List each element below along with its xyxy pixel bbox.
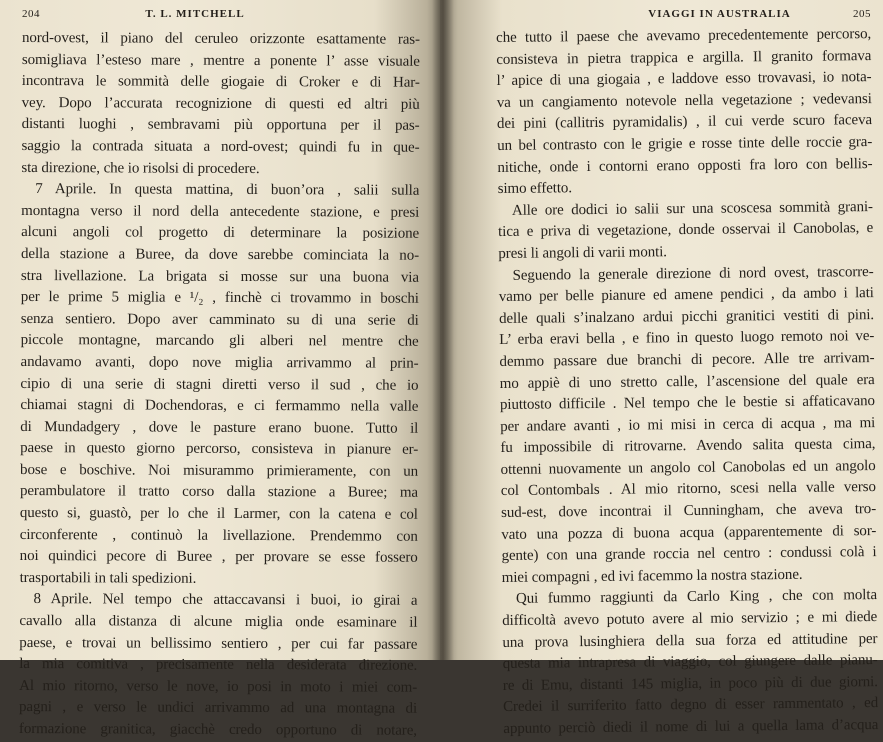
text-line: Qui fummo raggiunti da Carlo King , che con molta <box>515 587 878 608</box>
text-line: stra livellazione. La brigata si mosse sur una buona via <box>20 267 419 286</box>
text-line: Al mio ritorno, verso le nove, io posi in moto i miei com- <box>19 677 418 696</box>
text-line: gente) con una grande roccia nel centro : condussi colà i <box>501 544 877 565</box>
text-line: vey. Dopo l’accurata recognizione di questi ed altri più <box>21 94 420 113</box>
text-line: paese in questo giorno percorso, consisteva in pianure er- <box>20 440 419 459</box>
text-line: paese, e trovai un bellissimo sentiero , per cui far passare <box>19 634 418 653</box>
right-running-head <box>496 8 871 26</box>
text-line: vamo per belle pianure ed amene pendici , da ambo i lati <box>498 285 874 306</box>
text-line: distanti luoghi , sembravami più opportuna per il pas- <box>21 116 420 135</box>
text-line: saggio la contrada situata a nord-ovest; quindi fu in que- <box>21 137 420 156</box>
text-line: 8 Aprile. Nel tempo che attaccavansi i buoi, io girai a <box>33 591 418 610</box>
text-line: consisteva in pietra trappica e argilla. Il granito formava <box>496 47 872 68</box>
text-line: nord-ovest, il piano del ceruleo orizzonte esattamente ras- <box>21 29 420 48</box>
text-line: simo effetto. <box>497 180 573 198</box>
text-line: Seguendo la generale direzione di nord ovest, trascorre- <box>512 263 874 284</box>
text-line: Alle ore dodici io salii sur una scoscesa sommità grani- <box>511 198 873 219</box>
text-line: questo si, guastò, per lo che il Larmer, con la catena e col <box>19 505 418 523</box>
text-line: incontrava le sommità delle giogaie di Croker e di Har- <box>21 73 420 91</box>
text-line: formazione granitica, giacchè credo opportuno di notare, <box>18 720 417 739</box>
text-line: delle quali s’inalzano ardui picchi granitici vestiti di pini. <box>498 306 875 327</box>
text-line: re di Emu, distanti 145 miglia, in poco più di due giorni. <box>502 673 878 694</box>
text-line: nitiche, onde i contorni erano opposti fra loro con bellis- <box>497 155 873 176</box>
text-line: l’ apice di una giogaia , e laddove esso trovavasi, io nota- <box>496 69 872 90</box>
text-line: un bel contrasto con le grigie e rosse tinte delle roccie gra- <box>497 134 873 154</box>
text-line: piuttosto difficile . Nel tempo che le bestie si affaticavano <box>499 393 876 414</box>
text-line: vato una pozza di buona acqua (apparentemente di sor- <box>501 522 877 543</box>
left-running-head <box>22 8 420 26</box>
text-line: alcuni angoli col progetto di determinare la posizione <box>21 224 420 243</box>
text-line: perambulatore il tratto corso dalla stazione a Buree; ma <box>19 483 419 502</box>
right-page <box>440 0 883 737</box>
left-running-title: T. L. MITCHELL <box>145 8 245 20</box>
text-line: la mia comitiva , precisamente nella desiderata direzione. <box>19 656 418 674</box>
text-line: pagni , e verso le undici arrivammo ad una montagna di <box>19 699 418 718</box>
left-page <box>0 0 440 739</box>
text-line: fu impossibile di ritrovarne. Avendo salita questa cima, <box>500 436 876 457</box>
text-line: noi quindici pecore di Buree , per provare se esse fossero <box>19 548 418 566</box>
text-line: per le prime 5 miglia e ¹/₂ , finchè ci trovammo in boschi <box>20 289 419 307</box>
text-line: tica e priva di vegetazione, donde osservai il Canobolas, e <box>498 220 874 241</box>
text-line: piccole montagne, marcando gli alberi nel mentre che <box>20 332 419 351</box>
text-line: cipio di una serie di stagni diretti verso il sud , che io <box>20 375 419 394</box>
right-page-number: 205 <box>852 8 871 20</box>
text-line: per andare avanti , io mi misi in cerca di acqua , ma mi <box>500 414 876 435</box>
text-line: L’ erba eravi bella , e fino in questo luogo remoto noi ve- <box>499 328 875 349</box>
text-line: Credei il surriferito fatto degno di esser rammentato , ed <box>503 695 879 716</box>
text-line: presi li angoli di varii monti. <box>498 244 667 262</box>
text-line: dei pini (callitris pyramidalis) , il cui verde scuro faceva <box>496 112 873 133</box>
text-line: questa mia intrapresa di viaggio, col giungere dalle pianu- <box>502 652 878 673</box>
text-line: difficoltà avevo potuto avere al mio servizio ; e mi diede <box>502 609 878 629</box>
text-line: della stazione a Buree, da dove sarebbe cominciata la no- <box>20 245 420 264</box>
text-line: miei compagni , ed ivi facemmo la nostra stazione. <box>501 566 803 586</box>
text-line: ottenni nuovamente un angolo col Canobolas ed un angolo <box>500 457 876 478</box>
text-line: di Mundadgery , dove le pasture erano buone. Tutto il <box>20 418 419 437</box>
text-line: col Contombals . Al mio ritorno, scesi nella valle verso <box>500 479 876 500</box>
text-line: bose e boschive. Noi misurammo primieramente, con un <box>20 461 419 480</box>
text-line: sud-est, dove incontrai il Cunningham, che aveva tro- <box>500 501 877 522</box>
right-page-body <box>496 24 878 740</box>
text-line: una prova lusinghiera della sua forza ed attitudine per <box>502 630 878 651</box>
text-line: circonferente , continuò la livellazione. Prendemmo con <box>19 526 418 545</box>
text-line: demmo passare due branchi di pecore. Alle tre arrivam- <box>499 349 875 370</box>
text-line: trasportabili in tali spedizioni. <box>19 569 197 587</box>
text-line: somigliava l’esteso mare , mentre a ponente l’ asse visuale <box>21 51 420 70</box>
text-line: andavamo avanti, dopo nove miglia arrivammo al prin- <box>20 353 419 372</box>
text-line: appunto perciò diedi il nome di lui a quella lama d’acqua <box>503 717 879 737</box>
text-line: montagna verso il nord della antecedente stazione, e presi <box>21 202 420 221</box>
right-running-title: VIAGGI IN AUSTRALIA <box>648 8 791 20</box>
text-line: mo appiè di uno stretto calle, l’ascensione del quale era <box>499 371 875 392</box>
left-page-number: 204 <box>22 8 40 20</box>
text-line: 7 Aprile. In questa mattina, di buon’ora , salii sulla <box>35 181 420 199</box>
text-line: che tutto il paese che avevamo precedentemente percorso, <box>496 26 872 46</box>
text-line: cavallo alla distanza di alcune miglia onde esaminare il <box>19 613 418 631</box>
text-line: senza sentiero. Dopo aver camminato su di una serie di <box>20 310 419 329</box>
left-page-body <box>19 28 420 742</box>
text-line: va un cangiamento notevole nella vegetazione ; vedevansi <box>496 90 872 111</box>
text-line: chiamai stagni di Dochendoras, e ci fermammo nella valle <box>20 397 419 415</box>
text-line: sta direzione, che io risolsi di procedere. <box>21 159 260 177</box>
